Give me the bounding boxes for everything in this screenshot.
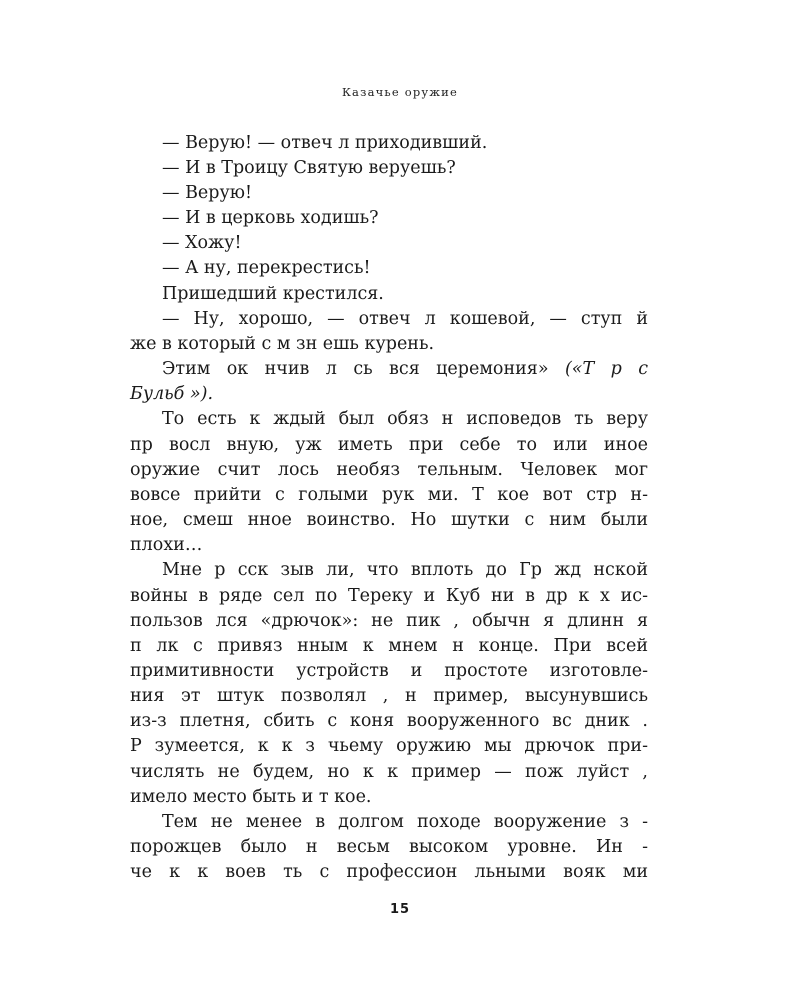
text-line: плохи… [130, 535, 203, 555]
text-line: — Ну, хорошо, — отвеч л кошевой, — ступ й [162, 309, 648, 329]
quote-end: Этим ок нчив л сь вся церемония» [162, 359, 549, 379]
text-line: Мне р сск зыв ли, что вплоть до Гр жд нской [162, 560, 648, 580]
text-line: ния эт штук позволял , н пример, высунувшись [130, 686, 648, 706]
text-line: — И в церковь ходишь? [162, 208, 379, 228]
text-line [130, 381, 648, 407]
text-line: же в который с м зн ешь курень. [130, 334, 435, 354]
text-line: Пришедший крестился. [162, 284, 384, 304]
text-line: ное, смеш нное воинство. Но шутки с ним были [130, 510, 648, 530]
text-line: — А ну, перекрестись! [162, 258, 371, 278]
text-line [162, 356, 648, 382]
text-line: оружие счит лось необяз тельным. Человек мог [130, 460, 648, 480]
text-line: п лк с привяз нным к мнем н конце. При всей [130, 636, 648, 656]
text-line: порожцев было н весьм высоком уровне. Ин - [130, 837, 648, 857]
text-line: че к к воев ть с профессион льными вояк ми [130, 862, 648, 882]
running-head: Казачье оружие [341, 85, 459, 99]
text-line: — Верую! [162, 183, 253, 203]
text-line: — Хожу! [162, 233, 242, 253]
text-line: пользов лся «дрючок»: не пик , обычн я длинн я [130, 611, 648, 631]
text-line: — И в Троицу Святую веруешь? [162, 158, 456, 178]
text-line: вовсе прийти с голыми рук ми. Т кое вот стр н- [130, 485, 648, 505]
text-line: войны в ряде сел по Тереку и Куб ни в др к х ис- [130, 586, 648, 606]
text-line: пр восл вную, уж иметь при себе то или иное [130, 435, 648, 455]
text-line: Р зумеется, к к з чьему оружию мы дрючок при- [130, 736, 648, 756]
page-number: 15 [389, 902, 411, 917]
text-line: примитивности устройств и простоте изготовле- [130, 661, 648, 681]
source-title-end: Бульб »). [130, 384, 214, 404]
text-line: Тем не менее в долгом походе вооружение з - [162, 812, 648, 832]
text-line: имело место быть и т кое. [130, 787, 372, 807]
text-line: числять не будем, но к к пример — пож луйст , [130, 762, 648, 782]
text-line: из-з плетня, сбить с коня вооруженного вс дник . [130, 711, 648, 731]
source-title: («Т р с [564, 359, 648, 379]
text-line: — Верую! — отвеч л приходивший. [162, 133, 488, 153]
text-line: То есть к ждый был обяз н исповедов ть веру [162, 409, 648, 429]
